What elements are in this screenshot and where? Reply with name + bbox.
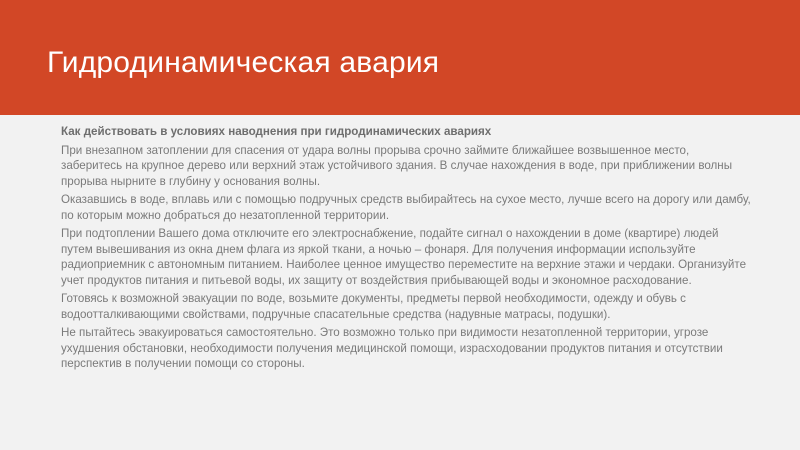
body-paragraph-3: При подтоплении Вашего дома отключите его электроснабжение, подайте сигнал о нахождении в доме (квартире) людей путем вывешивания из окна днем флага из яркой ткани, а ночью – фонаря. Для получения информации используйте радиоприемник с автономным питанием. Наиболее ценное имущество переместите на верхние этажи и чердаки. Организуйте учет продуктов питания и питьевой воды, их защиту от воздействия прибывающей воды и экономное расходование.: [61, 227, 747, 287]
body-paragraph-4: Готовясь к возможной эвакуации по воде, возьмите документы, предметы первой необходимости, одежду и обувь с водоотталкивающими свойствами, подручные спасательные средства (надувные матрасы, подушки).: [61, 292, 686, 321]
body-paragraph-1: При внезапном затоплении для спасения от удара волны прорыва срочно займите ближайшее возвышенное место, заберитесь на крупное дерево или верхний этаж устойчивого здания. В случае нахождения в воде, при приближении волны прорыва нырните в глубину у основания волны.: [61, 143, 733, 188]
body-paragraph-2: Оказавшись в воде, вплавь или с помощью подручных средств выбирайтесь на сухое место, лучше всего на дорогу или дамбу, по которым можно добраться до незатопленной территории.: [61, 193, 751, 222]
slide-title: Гидродинамическая авария: [47, 46, 440, 79]
title-bar: [0, 0, 800, 115]
body-paragraph-5: Не пытайтесь эвакуироваться самостоятельно. Это возможно только при видимости незатопленной территории, угрозе ухудшения обстановки, необходимости получения медицинской помощи, израсходовании продуктов питания и отсутствии перспектив в получении помощи со стороны.: [61, 326, 723, 370]
slide-body: [61, 124, 751, 375]
section-heading: Как действовать в условиях наводнения при гидродинамических авариях: [61, 125, 492, 138]
